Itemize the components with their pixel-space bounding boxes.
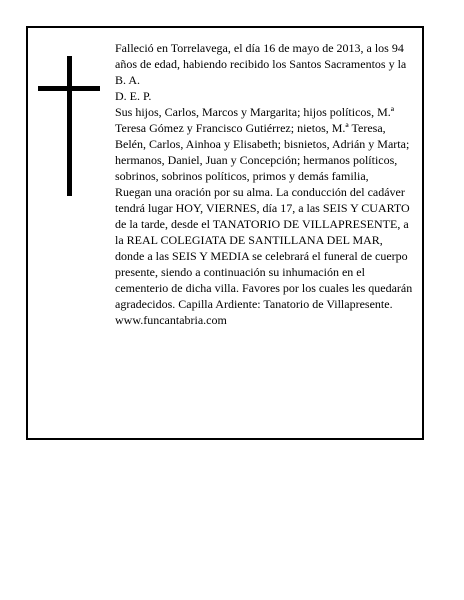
cross-vertical-bar (67, 56, 72, 196)
funeral-details: Ruegan una oración por su alma. La conducción del cadáver tendrá lugar HOY, VIERNES, día 17, a las SEIS Y CUARTO de la tarde, desde el TANATORIO DE VILLAPRESENTE, a la REAL COLEGIATA DE SANTILLANA DEL MAR, donde a las SEIS Y MEDIA se celebrará el funeral de cuerpo presente, siendo a continuación su inhumación en el cementerio de dicha villa. Favores por los cuales les quedarán agradecidos. Capilla Ardiente: Tanatorio de Villapresente. (115, 185, 413, 311)
family-list: Sus hijos, Carlos, Marcos y Margarita; hijos políticos, M.ª Teresa Gómez y Francisco Gutiérrez; nietos, M.ª Teresa, Belén, Carlos, Ainhoa y Elisabeth; bisnietos, Adrián y Marta; hermanos, Daniel, Juan y Concepción; hermanos políticos, sobrinos, sobrinos políticos, primos y demás familia, (115, 105, 410, 183)
rip-line: D. E. P. (115, 89, 152, 103)
website-text: www.funcantabria.com (115, 313, 227, 327)
notice-text (115, 40, 413, 328)
death-announcement: Falleció en Torrelavega, el día 16 de mayo de 2013, a los 94 años de edad, habiendo recibido los Santos Sacramentos y la B. A. (115, 41, 407, 87)
obituary-notice (26, 26, 424, 440)
cross-icon (38, 56, 100, 196)
cross-horizontal-bar (38, 86, 100, 91)
